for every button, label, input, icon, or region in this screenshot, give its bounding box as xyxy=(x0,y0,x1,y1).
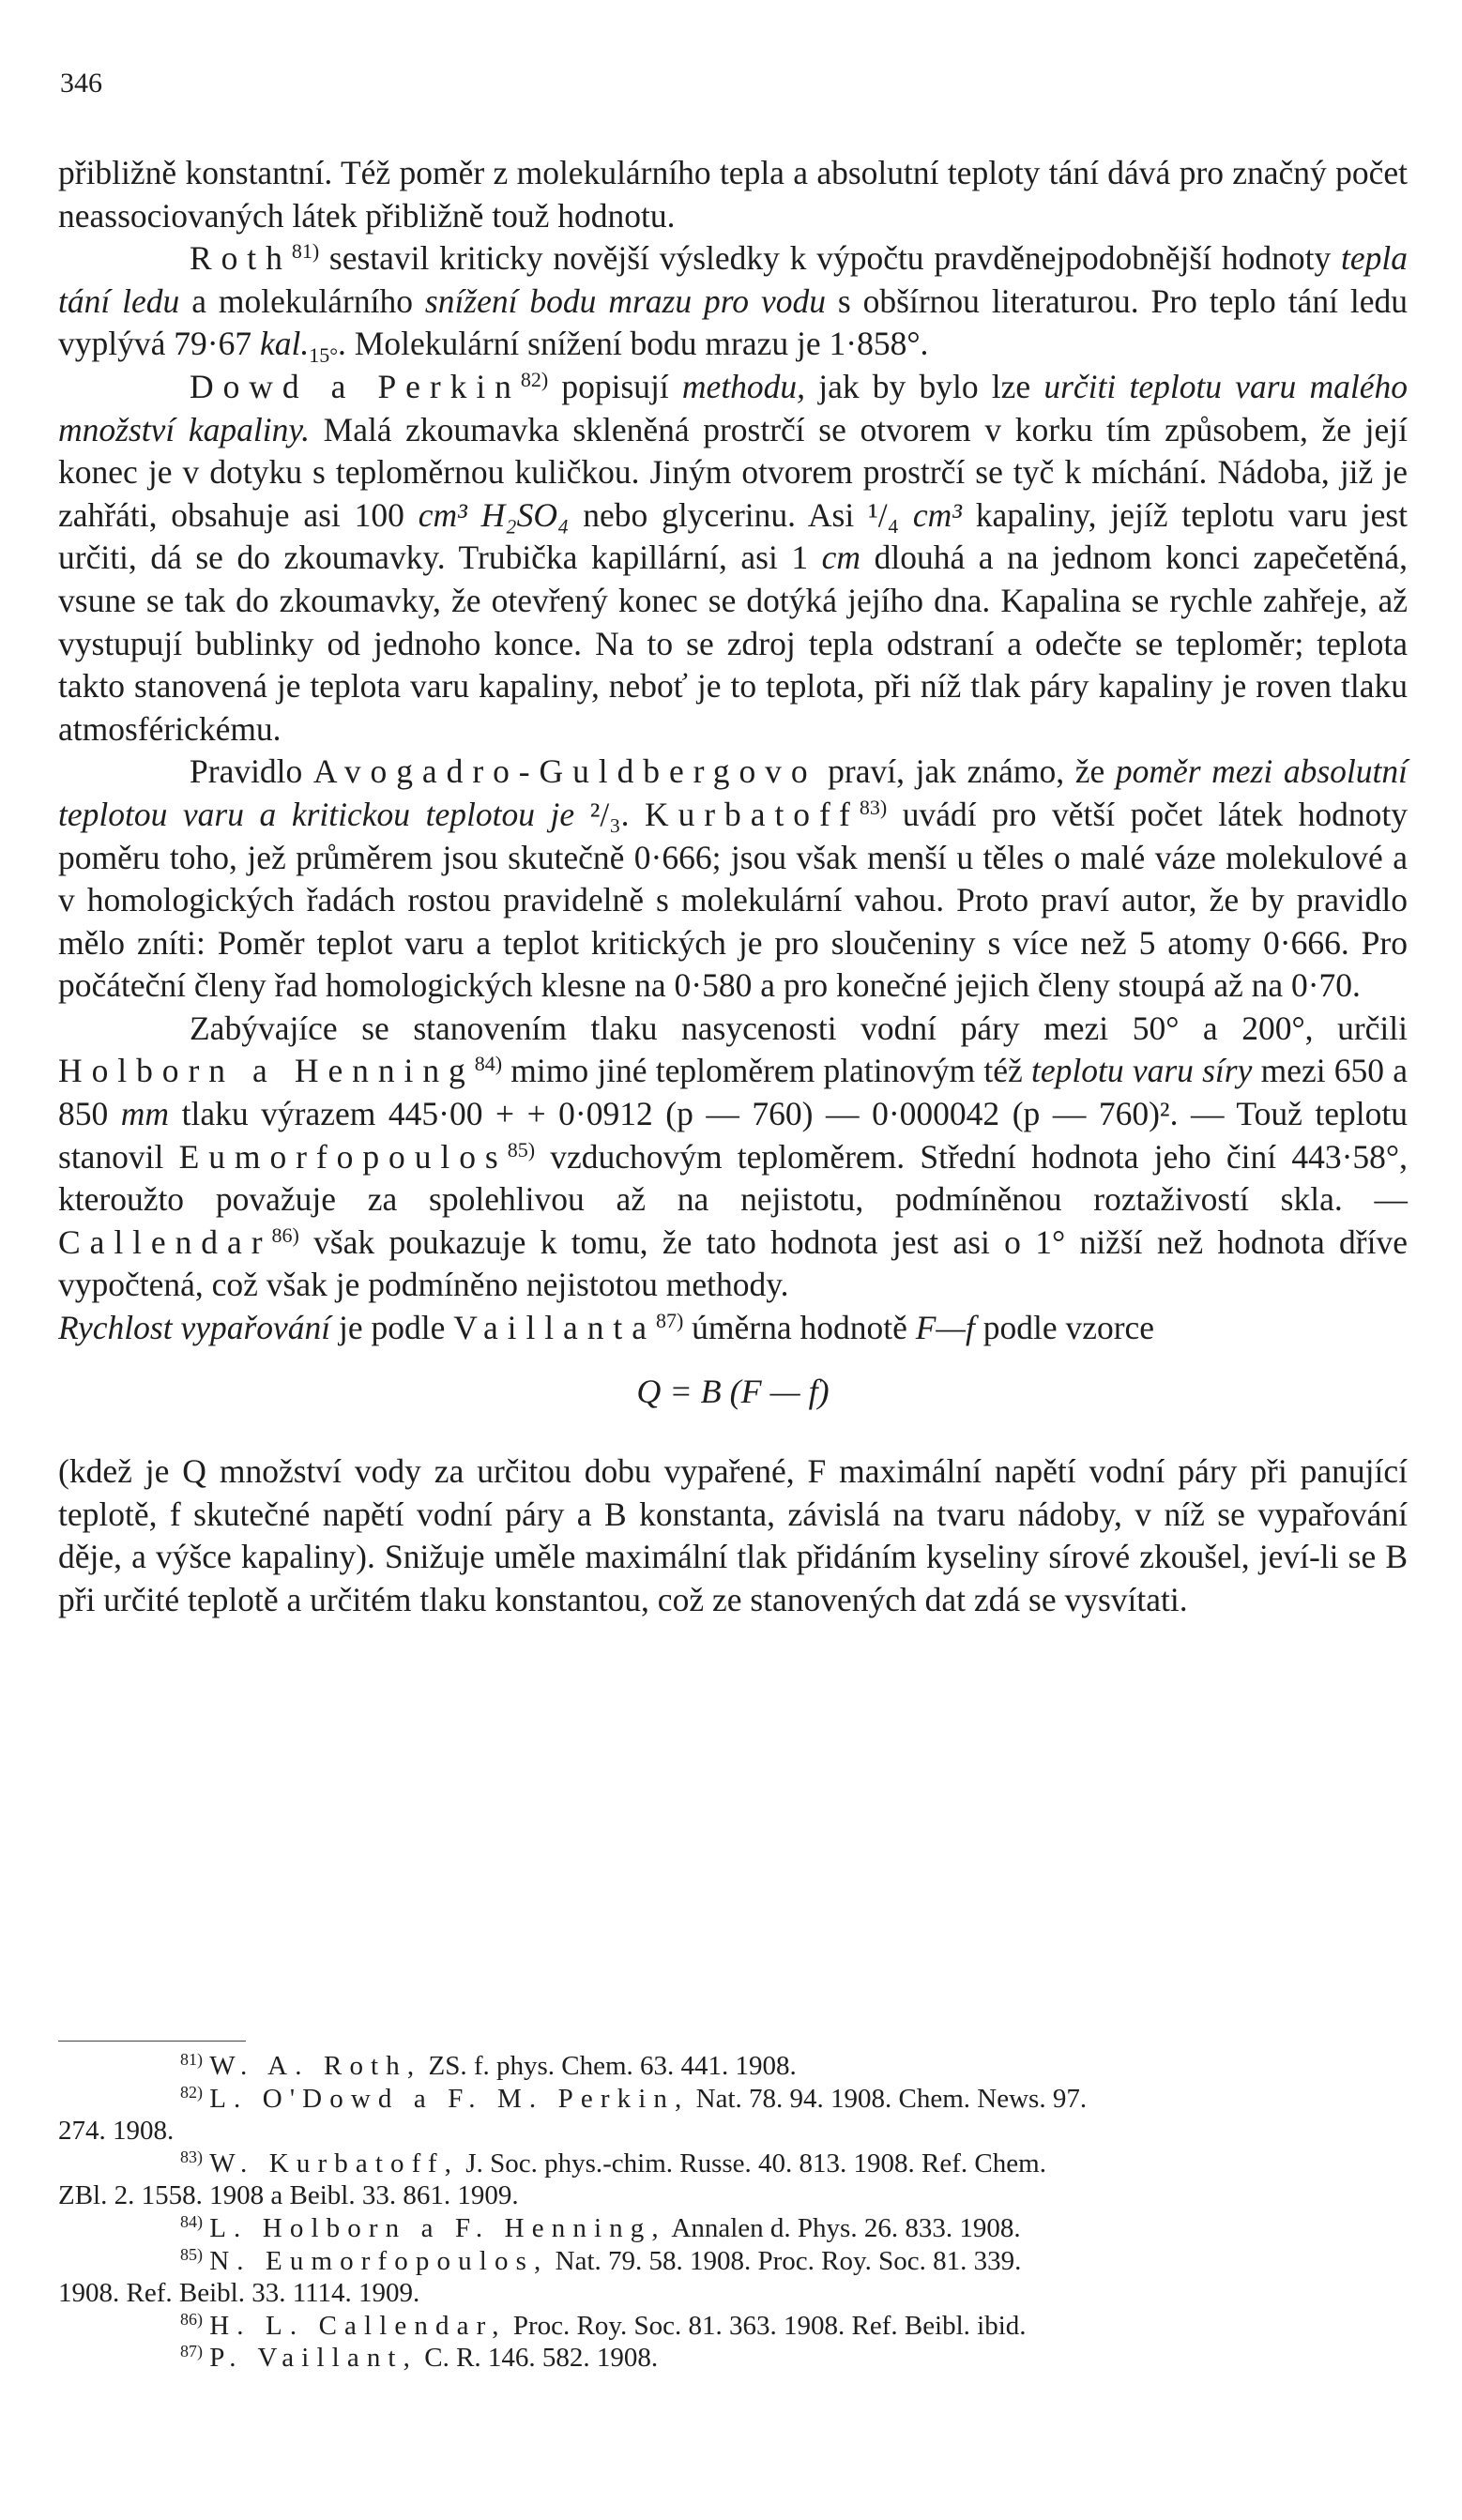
body-text xyxy=(58,152,1408,1622)
footnote-ref: 86) xyxy=(271,1222,299,1247)
footnote-ref: 87) xyxy=(655,1308,684,1332)
footnote: $^{85)}$ N. Eumorfopoulos, Nat. 79. 58. 1908. Proc. Roy. Soc. 81. 339. xyxy=(180,2244,1022,2276)
footnote: $^{81)}$ W. A. Roth, ZS. f. phys. Chem. 63. 441. 1908. xyxy=(180,2050,797,2081)
author-name: Kurbatoff xyxy=(645,795,860,833)
paragraph-2: Roth$^{81)}$ sestavil kriticky novější výsledky k výpočtu pravděnejpodobnější hodnoty tepla tání ledu a molekulárního snížení bodu mrazu pro vodu s obšírnou literaturou. Pro teplo tání ledu vyplývá 79·67 $kal._{15^\circ}$. Molekulární snížení bodu mrazu je 1·858°. xyxy=(58,239,1408,368)
author-name: Vaillanta xyxy=(453,1309,656,1347)
author-name: Holborn a Henning xyxy=(58,1052,475,1090)
footnote-divider xyxy=(58,2041,246,2042)
footnote: $^{84)}$ L. Holborn a F. Henning, Annalen d. Phys. 26. 833. 1908. xyxy=(180,2212,1021,2243)
author-name: Eumorfopoulos xyxy=(178,1137,508,1176)
footnote: $^{83)}$ W. Kurbatoff, J. Soc. phys.-chim. Russe. 40. 813. 1908. Ref. Chem. xyxy=(180,2147,1046,2178)
footnote-ref: 84) xyxy=(474,1052,503,1076)
footnote-ref: 85) xyxy=(507,1137,536,1161)
paragraph-3: Dowd a Perkin$^{82)}$ popisují methodu, jak by bylo lze určiti teplotu varu malého množství kapaliny. Malá zkoumavka skleněná prostrčí se otvorem v korku tím způsobem, že její konec je v dotyku s teploměrnou kuličkou. Jiným otvorem prostrčí se tyč k míchání. Nádoba, již je zahřáti, obsahuje asi 100 cm³ H₂SO₄ nebo glycerinu. Asi ¹/₄ cm³ kapaliny, jejíž teplotu varu jest určiti, dá se do zkoumavky. Trubička kapillární, asi 1 cm dlouhá a na jednom konci zapečetěná, vsune se tak do zkoumavky, že otevřený konec se dotýká jejího dna. Kapalina se rychle zahřeje, až vystupují bublinky od jednoho konce. Na to se zdroj tepla odstraní a odečte se teploměr; teplota takto stanovená je teplota varu kapaliny, neboť je to teplota, při níž tlak páry kapaliny je roven tlaku atmosférickému. xyxy=(58,367,1409,748)
footnotes xyxy=(58,2050,1408,2375)
paragraph-4: Pravidlo Avogadro-Guldbergovo praví, jak známo, že poměr mezi absolutní teplotou varu a kritickou teplotou je ²/₃. Kurbatoff$^{83)}$ uvádí pro větší počet látek hodnoty poměru toho, jež průměrem jsou skutečně 0·666; jsou však menší u těles o malé váze molekulové a v homologických řadách rostou pravidelně s molekulární vahou. Proto praví autor, že by pravidlo mělo zníti: Poměr teplot varu a teplot kritických je pro sloučeniny s více než 5 atomy 0·666. Pro počáteční členy řad homologických klesne na 0·580 a pro konečné jejich členy stoupá až na 0·70. xyxy=(58,752,1409,1005)
footnote-continuation: 274. 1908. xyxy=(58,2116,175,2147)
footnote-continuation: ZBl. 2. 1558. 1908 a Beibl. 33. 861. 1909. xyxy=(58,2180,519,2211)
author-name: Dowd a Perkin xyxy=(190,367,521,405)
author-name: Avogadro-Guldbergovo xyxy=(312,752,817,791)
footnote: $^{86)}$ H. L. Callendar, Proc. Roy. Soc. 81. 363. 1908. Ref. Beibl. ibid. xyxy=(180,2309,1027,2341)
footnote-continuation: 1908. Ref. Beibl. 33. 1114. 1909. xyxy=(58,2278,420,2309)
paragraph-6: Rychlost vypařování je podle Vaillanta$^{87)}$ úměrna hodnotě F—f podle vzorce xyxy=(58,1308,1155,1347)
paragraph-1: přibližně konstantní. Též poměr z molekulárního tepla a absolutní teploty tání dává pro značný počet neassociovaných látek přibližně touž hodnotu. xyxy=(58,154,1408,235)
footnote: $^{87)}$ P. Vaillant, C. R. 146. 582. 1908. xyxy=(180,2342,659,2374)
author-name: Roth xyxy=(190,239,292,278)
author-name: Callendar xyxy=(58,1222,272,1261)
footnote-ref: 83) xyxy=(859,795,888,819)
footnote-ref: 81) xyxy=(291,239,320,264)
paragraph-7: (kdež je Q množství vody za určitou dobu vypařené, F maximální napětí vodní páry při panující teplotě, f skutečné napětí vodní páry a B konstanta, závislá na tvaru nádoby, v níž se vypařování děje, a výšce kapaliny). Snižuje uměle maximální tlak přidáním kyseliny sírové zkoušel, jeví-li se B při určité teplotě a určitém tlaku konstantou, což ze stanovených dat zdá se vysvítati. xyxy=(58,1452,1408,1618)
footnote-ref: 82) xyxy=(520,367,549,391)
page-number: 346 xyxy=(60,68,102,99)
formula: Q = B (F — f) xyxy=(636,1372,830,1410)
footnote: $^{82)}$ L. O'Dowd a F. M. Perkin, Nat. 78. 94. 1908. Chem. News. 97. xyxy=(180,2082,1088,2114)
paragraph-5: Zabývajíce se stanovením tlaku nasycenosti vodní páry mezi 50° a 200°, určili Holborn a Henning$^{84)}$ mimo jiné teploměrem platinovým též teplotu varu síry mezi 650 a 850 mm tlaku výrazem 445·00 + + 0·0912 (p — 760) — 0·000042 (p — 760)². — Touž teplotu stanovil Eumorfopoulos$^{85)}$ vzduchovým teploměrem. Střední hodnota jeho činí 443·58°, kteroužto považuje za spolehlivou až na nejistotu, podmíněnou roztaživostí skla. — Callendar$^{86)}$ však poukazuje k tomu, že tato hodnota jest asi o 1° nižší než hodnota dříve vypočtená, což však je podmíněno nejistotou methody. xyxy=(58,1009,1408,1304)
